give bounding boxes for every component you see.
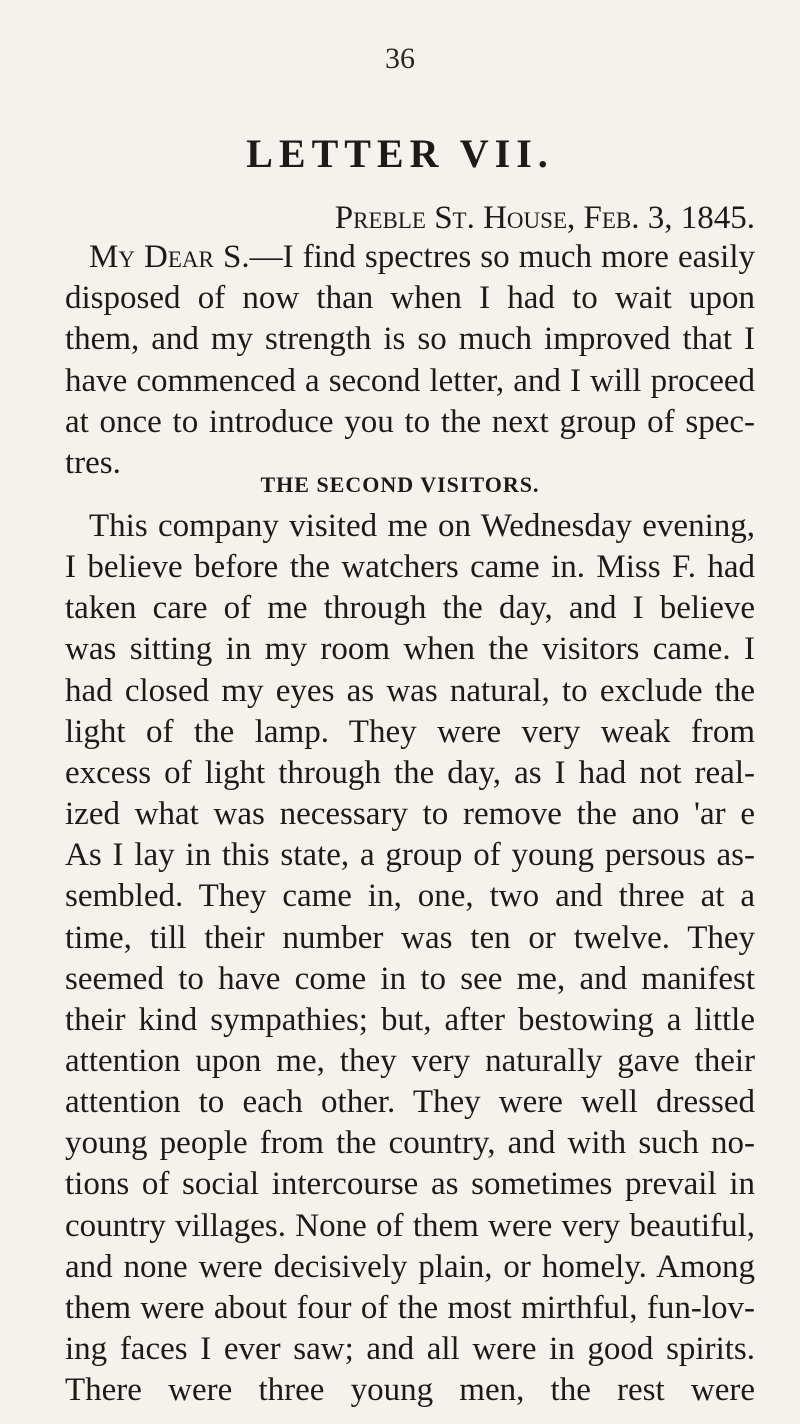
text-line: excess of light through the day, as I had not real-: [65, 754, 755, 791]
text-line: There were three young men, the rest were: [65, 1372, 755, 1409]
text-line: them were about four of the most mirthful, fun-lov-: [65, 1289, 755, 1326]
text-line: attention to each other. They were well dressed: [65, 1084, 755, 1121]
text-line: I believe before the watchers came in. Miss F. had: [65, 549, 755, 586]
page-number: 36: [385, 42, 415, 75]
section-heading: THE SECOND VISITORS.: [260, 472, 540, 497]
text-line: seemed to have come in to see me, and manifest: [65, 960, 755, 997]
text-line: ing faces I ever saw; and all were in good spirits.: [65, 1331, 755, 1367]
text-line: taken care of me through the day, and I believe: [65, 590, 755, 627]
text-line: and none were decisively plain, or homely. Among: [65, 1248, 755, 1285]
text-line: ized what was necessary to remove the ano 'ar e: [65, 796, 755, 833]
text-line: My Dear S.—I find spectres so much more easily: [89, 239, 755, 275]
text-line: them, and my strength is so much improved that I: [65, 321, 755, 358]
text-line: country villages. None of them were very beautiful,: [65, 1207, 755, 1244]
text-line: tions of social intercourse as sometimes prevail in: [65, 1166, 755, 1203]
text-line: sembled. They came in, one, two and three at a: [65, 878, 755, 915]
text-line: light of the lamp. They were very weak from: [65, 713, 755, 750]
text-line: have commenced a second letter, and I will proceed: [65, 362, 755, 399]
text-line: tres.: [65, 445, 121, 481]
letter-heading: LETTER VII.: [246, 131, 554, 176]
text-line: their kind sympathies; but, after bestowing a little: [65, 1001, 755, 1038]
salutation: My Dear: [89, 239, 223, 275]
text-line: had closed my eyes as was natural, to exclude the: [65, 672, 755, 709]
text-line: attention upon me, they very naturally gave their: [65, 1042, 755, 1079]
text-line: This company visited me on Wednesday evening,: [89, 508, 755, 544]
text-line: young people from the country, and with such no-: [65, 1125, 755, 1162]
text-line: was sitting in my room when the visitors came. I: [65, 631, 755, 668]
text-line: disposed of now than when I had to wait upon: [65, 280, 755, 317]
text-line: time, till their number was ten or twelve. They: [65, 919, 755, 956]
dateline: Preble St. House, Feb. 3, 1845.: [334, 200, 755, 236]
text-line: at once to introduce you to the next group of spec-: [65, 403, 755, 440]
text-line: As I lay in this state, a group of young persous as-: [65, 837, 755, 874]
